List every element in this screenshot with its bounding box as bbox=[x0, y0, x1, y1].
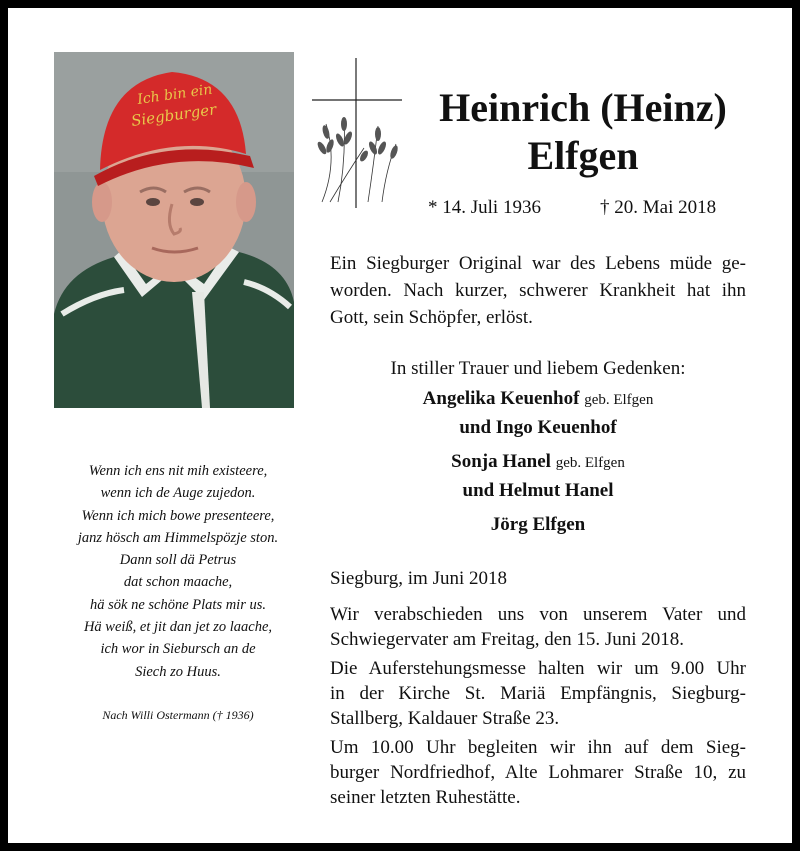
poem-line: Dann soll dä Petrus bbox=[119, 552, 237, 569]
maiden-name: geb. Elfgen bbox=[584, 392, 654, 408]
poem-line: dat schon maache, bbox=[123, 574, 233, 591]
mass-paragraph bbox=[330, 656, 746, 731]
paragraph-line: seiner letzten Ruhestätte. bbox=[330, 787, 521, 808]
birth-date: * 14. Juli 1936 bbox=[428, 197, 541, 218]
poem-line: hä sök ne schöne Plats mir us. bbox=[90, 596, 266, 613]
paragraph-line: Stallberg, Kaldauer Straße 23. bbox=[330, 708, 560, 729]
mourner-name bbox=[330, 385, 746, 414]
cap-text-2: Siegburger bbox=[130, 100, 218, 130]
mourner-name bbox=[330, 448, 746, 477]
paragraph-line: Die Auferstehungsmesse halten wir um 9.00 Uhr bbox=[330, 658, 746, 679]
paragraph-line: Schwiegervater am Freitag, den 15. Juni 2018. bbox=[330, 629, 685, 650]
intro-line: worden. Nach kurzer, schwerer Krankheit hat ihn bbox=[330, 280, 746, 301]
poem-line: wenn ich de Auge zujedon. bbox=[100, 485, 256, 502]
burial-paragraph bbox=[330, 735, 746, 810]
poem-line: Wenn ich ens nit mih existeere, bbox=[88, 463, 268, 479]
cross-wheat-icon bbox=[308, 52, 404, 217]
paragraph-line: burger Nordfriedhof, Alte Lohmarer Straße 10, zu bbox=[330, 762, 746, 783]
deceased-name-line2: Elfgen bbox=[527, 133, 639, 178]
farewell-paragraph bbox=[330, 602, 746, 652]
poem bbox=[28, 460, 328, 683]
intro-line: Ein Siegburger Original war des Lebens müde ge- bbox=[330, 253, 746, 274]
mourner-partner: und Ingo Keuenhof bbox=[459, 417, 617, 438]
deceased-name-line1: Heinrich (Heinz) bbox=[439, 85, 727, 130]
poem-line: Siech zo Huus. bbox=[135, 663, 221, 680]
paragraph-line: Um 10.00 Uhr begleiten wir ihn auf dem Sieg- bbox=[330, 737, 746, 758]
poem-line: Hä weiß, et jit dan jet zo laache, bbox=[83, 619, 273, 636]
life-dates bbox=[428, 196, 748, 220]
mourner-name-text: Sonja Hanel bbox=[451, 451, 551, 472]
mourner-partner: und Helmut Hanel bbox=[462, 480, 614, 501]
cap-text-1: Ich bin ein bbox=[136, 81, 214, 108]
mourning-heading: In stiller Trauer und liebem Gedenken: bbox=[390, 358, 686, 379]
paragraph-line: Wir verabschieden uns von unserem Vater und bbox=[330, 604, 746, 625]
poem-line: Wenn ich mich bowe presenteere, bbox=[81, 507, 275, 524]
maiden-name: geb. Elfgen bbox=[555, 455, 625, 471]
poem-line: ich wor in Siebursch an de bbox=[100, 641, 256, 658]
poem-credit: Nach Willi Ostermann († 1936) bbox=[102, 708, 254, 722]
mourners-block bbox=[330, 356, 746, 538]
mourner-name: Jörg Elfgen bbox=[490, 514, 586, 535]
poem-line: janz hösch am Himmelspözje ston. bbox=[77, 529, 279, 546]
intro-text bbox=[330, 250, 746, 331]
paragraph-line: in der Kirche St. Mariä Empfängnis, Siegburg- bbox=[330, 683, 746, 704]
place-date: Siegburg, im Juni 2018 bbox=[330, 568, 507, 589]
portrait-photo bbox=[54, 52, 294, 408]
intro-line: Gott, sein Schöpfer, erlöst. bbox=[330, 307, 533, 328]
death-date: † 20. Mai 2018 bbox=[600, 197, 717, 218]
portrait-illustration bbox=[54, 52, 294, 408]
mourner-name-text: Angelika Keuenhof bbox=[422, 388, 580, 409]
